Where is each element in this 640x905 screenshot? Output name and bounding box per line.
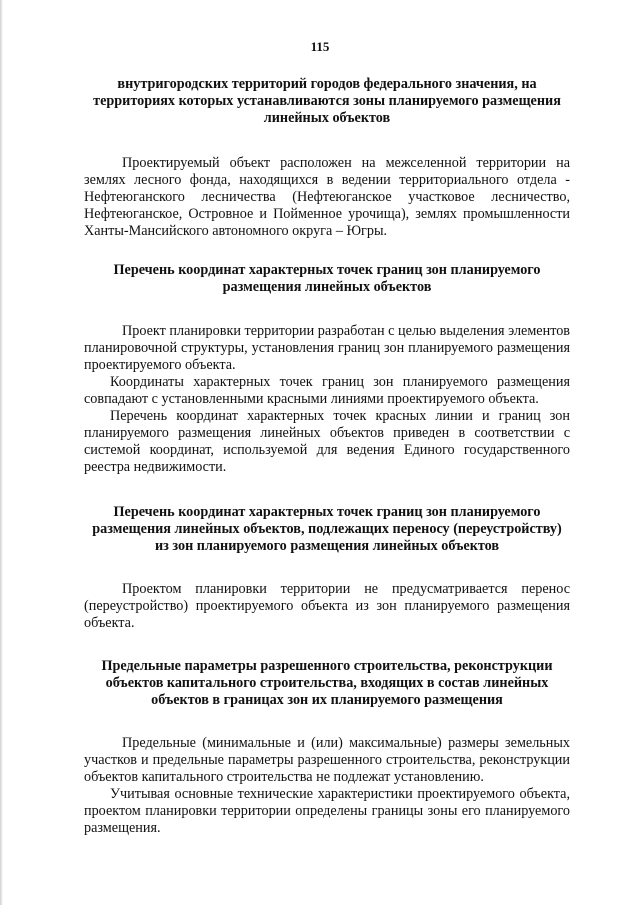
paragraph-no-relocation: Проектом планировки территории не предусматривается перенос (переустройство) проектируемого объекта из зон планируемого размещения объекта. <box>84 581 570 631</box>
document-body <box>84 76 570 837</box>
paragraph-planning-purpose: Проект планировки территории разработан с целью выделения элементов планировочной структуры, установления границ зон планируемого размещения проектируемого объекта. <box>84 323 570 373</box>
paragraph-coordinates-match: Координаты характерных точек границ зон планируемого размещения совпадают с установленными красными линиями проектируемого объекта. <box>84 374 570 407</box>
scan-edge <box>0 0 3 905</box>
section-heading-relocation-coordinates: Перечень координат характерных точек границ зон планируемого размещения линейных объектов, подлежащих переносу (переустройству) из зон планируемого размещения линейных объектов <box>92 504 562 554</box>
paragraph-object-location: Проектируемый объект расположен на межселенной территории на землях лесного фонда, находящихся в ведении территориального отдела - Нефтеюганского лесничества (Нефтеюганское участковое лесничество, Нефтеюганское, Островное и Пойменное урочища), землях промышленности Ханты-Мансийского автономного округа – Югры. <box>84 155 570 239</box>
paragraph-coordinate-system: Перечень координат характерных точек красных линии и границ зон планируемого размещения линейных объектов приведен в соответствии с системой координат, используемой для ведения Единого государственного реестра недвижимости. <box>84 408 570 475</box>
section-heading-zones-territories: внутригородских территорий городов федерального значения, на территориях которых устанавливаются зоны планируемого размещения линейных объектов <box>93 76 561 126</box>
page-number: 115 <box>310 39 330 54</box>
section-heading-coordinates-list: Перечень координат характерных точек границ зон планируемого размещения линейных объектов <box>113 262 541 295</box>
section-heading-construction-parameters: Предельные параметры разрешенного строительства, реконструкции объектов капитального строительства, входящих в состав линейных объектов в границах зон их планируемого размещения <box>101 658 553 708</box>
paragraph-zone-boundaries: Учитывая основные технические характеристики проектируемого объекта, проектом планировки территории определены границы зоны его планируемого размещения. <box>84 786 570 836</box>
paragraph-parameters-not-set: Предельные (минимальные и (или) максимальные) размеры земельных участков и предельные параметры разрешенного строительства, реконструкции объектов капитального строительства не подлежат установлению. <box>84 735 570 785</box>
